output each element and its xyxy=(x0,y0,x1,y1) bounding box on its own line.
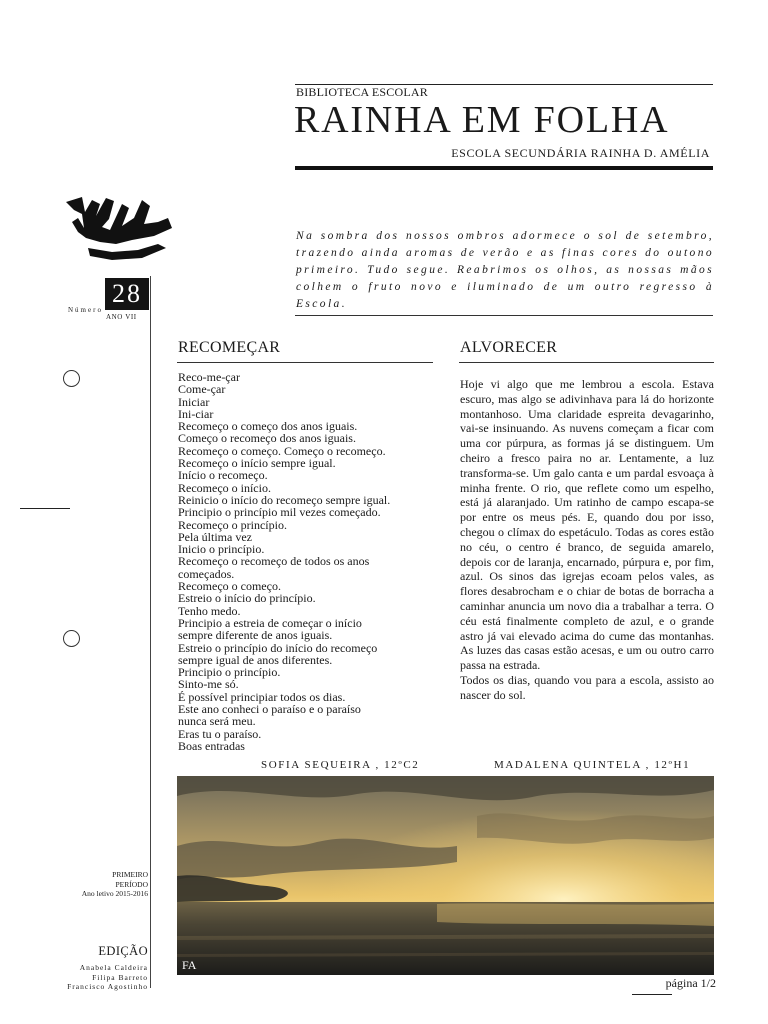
intro-rule xyxy=(295,315,713,316)
poem-line: Recomeço o início sempre igual. xyxy=(178,456,336,471)
period-line: PRIMEIRO xyxy=(112,870,148,879)
poem-line: Recomeço o começo. Começo o recomeço. xyxy=(178,443,386,458)
school-year: Ano letivo 2015-2016 xyxy=(81,889,148,898)
masthead-bottom-rule xyxy=(295,166,713,170)
issue-number: 28 xyxy=(105,278,149,310)
editor-name: Filipa Barreto xyxy=(92,972,148,982)
editor-name: Francisco Agostinho xyxy=(67,982,148,991)
poem-lines xyxy=(178,371,433,752)
poem-line: Estreio o início do princípio. xyxy=(178,591,316,606)
poem-line: Pela última vez xyxy=(178,529,252,544)
poem-line: Este ano conheci o paraíso e o paraíso xyxy=(178,702,361,717)
masthead-title: RAINHA EM FOLHA xyxy=(294,99,670,141)
poem-line: sempre igual de anos diferentes. xyxy=(178,652,333,667)
poem-line: Eras tu o paraíso. xyxy=(178,726,262,741)
poem-line: Principio a estreia de começar o início xyxy=(178,615,362,630)
photo-credit: FA xyxy=(182,958,197,972)
article-rule xyxy=(459,362,714,363)
poem-line: Reco-me-çar xyxy=(178,370,240,384)
crown-logo-icon xyxy=(62,192,174,264)
poem-line: Recomeço o começo dos anos iguais. xyxy=(178,419,358,434)
page-number: página 1/2 xyxy=(665,976,716,990)
poem-line: Começo o recomeço dos anos iguais. xyxy=(178,431,356,446)
editor-name: Anabela Caldeira xyxy=(79,963,148,972)
sunset-photo xyxy=(177,776,714,975)
poem-line: Início o recomeço. xyxy=(178,468,268,483)
masthead-school: ESCOLA SECUNDÁRIA RAINHA D. AMÉLIA xyxy=(451,146,710,160)
issue-label: Número xyxy=(68,306,103,314)
poem-line: nunca será meu. xyxy=(178,714,256,729)
byline-madalena-quintela: MADALENA QUINTELA , 12ºH1 xyxy=(494,759,691,771)
poem-line: Tenho medo. xyxy=(178,603,241,618)
poem-line: Principio o princípio mil vezes começado. xyxy=(178,505,381,520)
period-info xyxy=(52,870,148,899)
poem-line: Ini-ciar xyxy=(178,406,214,421)
poem-line: Estreio o princípio do início do recomeço xyxy=(178,640,378,655)
masthead-kicker: BIBLIOTECA ESCOLAR xyxy=(296,85,428,99)
edition-title: EDIÇÃO xyxy=(98,944,148,958)
binder-hole-icon xyxy=(63,630,80,647)
paragraph: Hoje vi algo que me lembrou a escola. Estava escuro, mas algo se adivinhava para lá do horizonte montanhoso. Uma claridade espreita devagarinho, vai-se insinuando. As nuvens começam a ficar com uma cor púrpura, as formas já se distinguem. Um cheiro a fresco paira no ar. Lentamente, a luz transforma-se. Um galo canta e um pardal esvoaça à minha frente. O rio, que reflete como um espelho, está já alaranjado. Um ratinho de campo escapa-se por entre os meus pés. E, quando dou por isso, chegou o clímax do espetáculo. Todas as cores estão no céu, o centro é branco, de seguida amarelo, depois cor de laranja, encarnado, púrpura e, por fim, azul. Os sinos das igrejas ecoam pelos vales, as flores desabrocham e o chiar de botas de borracha a caminhar anuncia um novo dia a trabalhar a terra. O céu está finalmente completo de azul, e o grande astro já vai elevado acima do cume das montanhas. As luzes das casas estão acesas, e um ou outro carro passa na estrada. xyxy=(460,377,714,673)
poem-line: Principio o princípio. xyxy=(178,665,281,680)
poem-line: Sinto-me só. xyxy=(178,677,239,692)
intro-paragraph: Na sombra dos nossos ombros adormece o sol de setembro, trazendo ainda aromas de verão e as finas cores do outono primeiro. Tudo segue. Reabrimos os olhos, as nossas mãos colhem o fruto novo e iluminado de um outro regresso à Escola. xyxy=(296,230,714,310)
page-rule xyxy=(632,994,672,995)
poem-line: Come-çar xyxy=(178,382,226,397)
byline-sofia-sequeira: SOFIA SEQUEIRA , 12ºC2 xyxy=(261,759,420,771)
poem-line: Boas entradas xyxy=(178,738,245,753)
poem-line: Recomeço o recomeço de todos os anos xyxy=(178,554,370,569)
edition-names xyxy=(40,963,148,992)
poem-line: É possível principiar todos os dias. xyxy=(178,689,346,704)
poem-line: Iniciar xyxy=(178,394,210,409)
poem-line: começados. xyxy=(178,566,235,581)
issue-year: ANO VII xyxy=(106,313,137,321)
binder-hole-icon xyxy=(63,370,80,387)
poem-line: Reinicio o início do recomeço sempre igual. xyxy=(178,492,391,507)
article-title-alvorecer: ALVORECER xyxy=(460,339,558,356)
paragraph: Todos os dias, quando vou para a escola, assisto ao nascer do sol. xyxy=(460,672,714,702)
poem-line: Recomeço o começo. xyxy=(178,579,281,594)
article-rule xyxy=(177,362,433,363)
poem-line: sempre diferente de anos iguais. xyxy=(178,628,333,643)
article-title-recomecar: RECOMEÇAR xyxy=(178,339,281,356)
period-line: PERÍODO xyxy=(115,879,148,889)
poem-line: Recomeço o início. xyxy=(178,480,271,495)
poem-line: Recomeço o princípio. xyxy=(178,517,287,532)
article-body-alvorecer xyxy=(460,377,714,703)
sidebar-vertical-rule xyxy=(150,276,151,988)
poem-line: Inicio o princípio. xyxy=(178,542,265,557)
margin-rule xyxy=(20,508,70,509)
